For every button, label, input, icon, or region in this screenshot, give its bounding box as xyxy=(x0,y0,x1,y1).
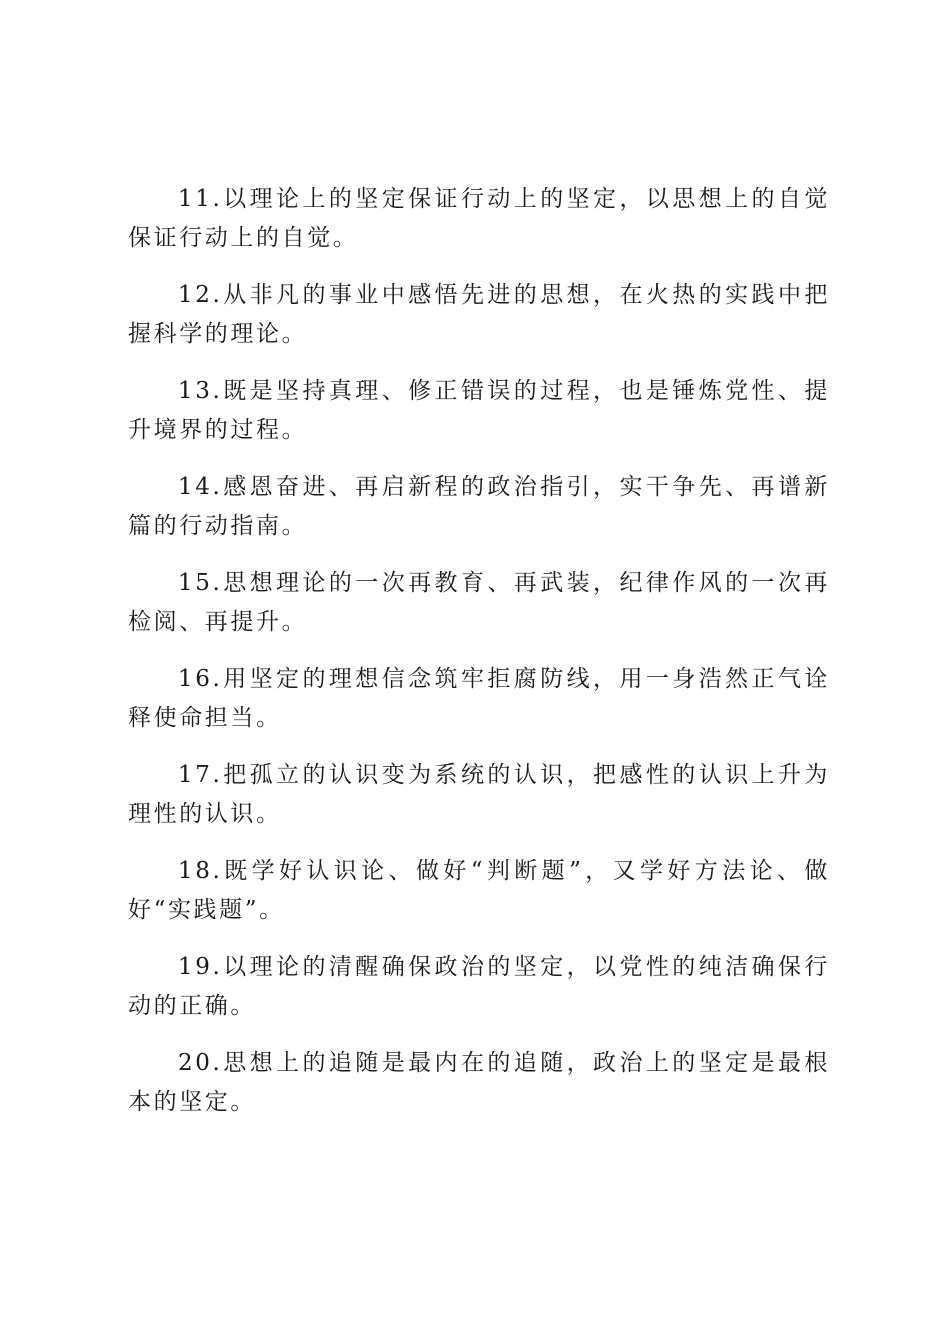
paragraph-11: 11.以理论上的坚定保证行动上的坚定，以思想上的自觉保证行动上的自觉。 xyxy=(128,186,830,251)
paragraph-18: 18.既学好认识论、做好“判断题”，又学好方法论、做好“实践题”。 xyxy=(128,858,830,923)
paragraph-12: 12.从非凡的事业中感悟先进的思想，在火热的实践中把握科学的理论。 xyxy=(128,282,830,347)
paragraph-13: 13.既是坚持真理、修正错误的过程，也是锤炼党性、提升境界的过程。 xyxy=(128,378,830,443)
document-body xyxy=(128,180,830,1140)
paragraph-15: 15.思想理论的一次再教育、再武装，纪律作风的一次再检阅、再提升。 xyxy=(128,570,830,635)
paragraph-17: 17.把孤立的认识变为系统的认识，把感性的认识上升为理性的认识。 xyxy=(128,762,830,827)
paragraph-16: 16.用坚定的理想信念筑牢拒腐防线，用一身浩然正气诠释使命担当。 xyxy=(128,666,830,731)
paragraph-14: 14.感恩奋进、再启新程的政治指引，实干争先、再谱新篇的行动指南。 xyxy=(128,474,830,539)
paragraph-20: 20.思想上的追随是最内在的追随，政治上的坚定是最根本的坚定。 xyxy=(128,1050,830,1115)
paragraph-19: 19.以理论的清醒确保政治的坚定，以党性的纯洁确保行动的正确。 xyxy=(128,954,830,1019)
